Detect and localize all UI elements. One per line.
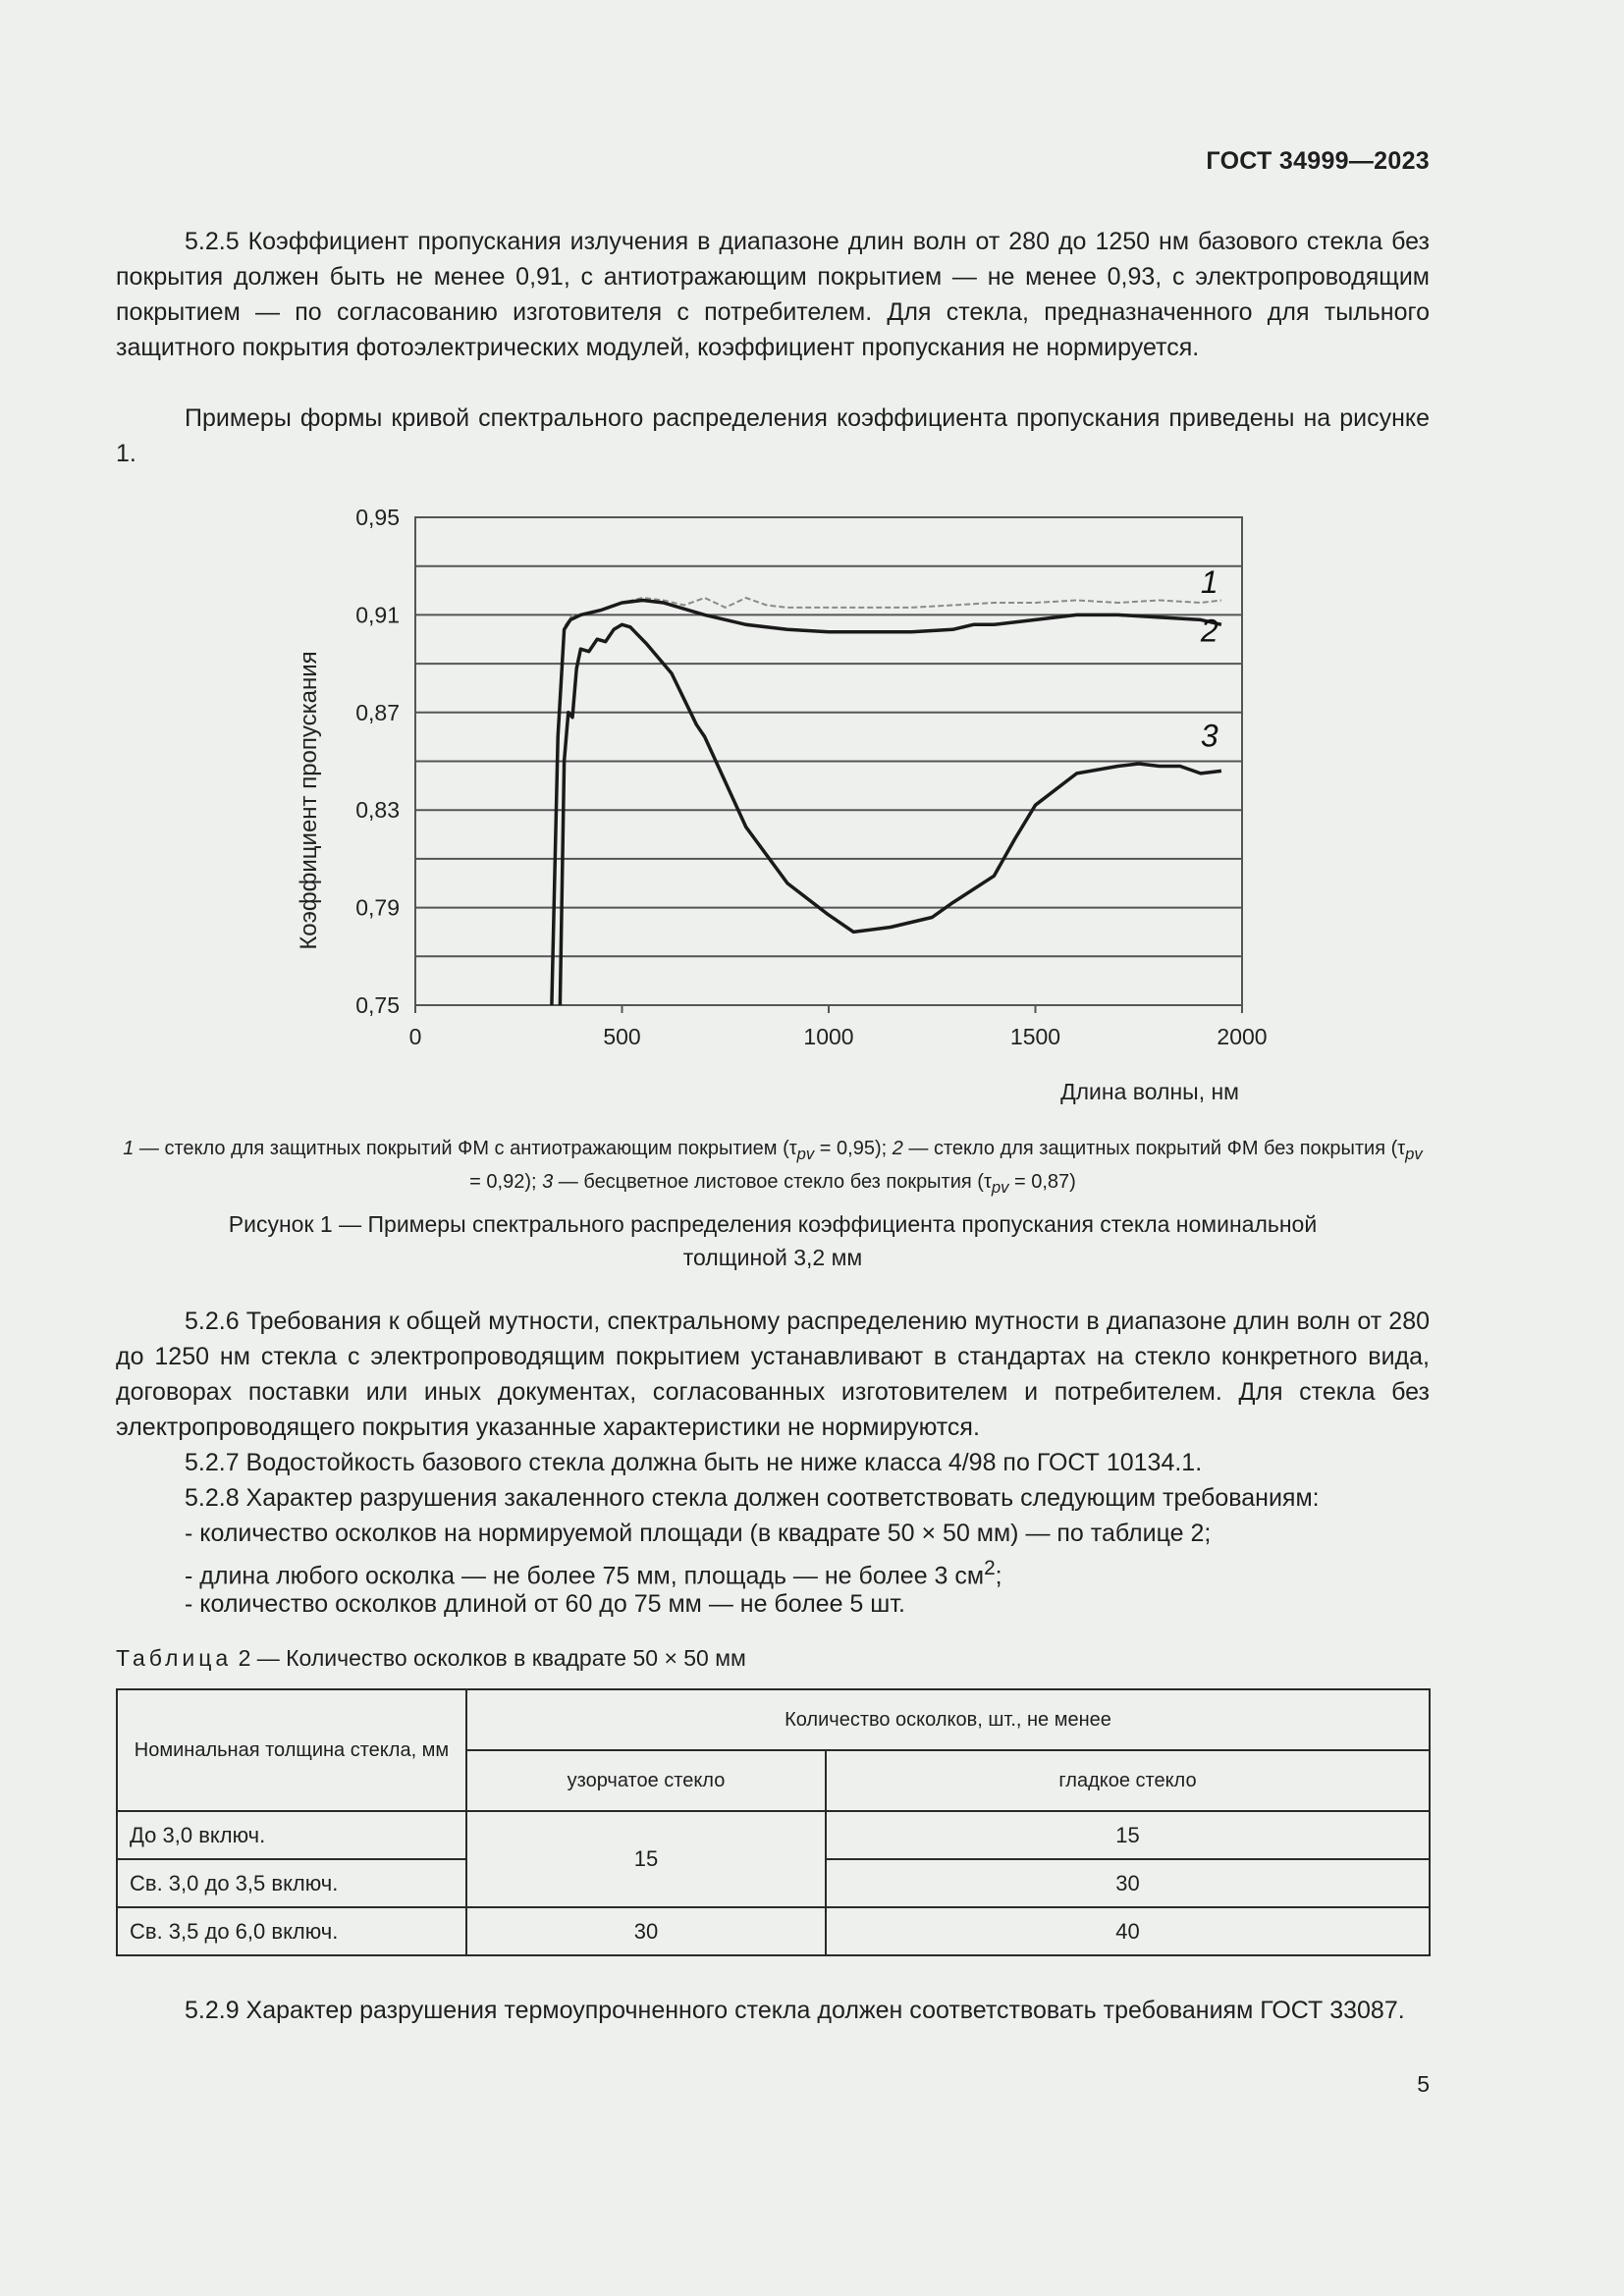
x-tick-label: 0 [408, 1024, 422, 1049]
cell-thickness: До 3,0 включ. [117, 1811, 466, 1859]
page-number: 5 [1417, 2071, 1430, 2097]
header-smooth-glass: гладкое стекло [826, 1750, 1430, 1811]
legend-number-3: 3 [542, 1171, 554, 1193]
x-tick-label: 1500 [1009, 1024, 1061, 1049]
y-tick-label: 0,87 [355, 699, 400, 725]
list-item-end: ; [995, 1562, 1002, 1590]
series-label-3: 3 [1200, 718, 1218, 754]
paragraph-5-2-7: 5.2.7 Водостойкость базового стекла должна быть не ниже класса 4/98 по ГОСТ 10134.1. [185, 1449, 1203, 1476]
legend-text-3: — бесцветное листовое стекло без покрытия (τ [553, 1171, 992, 1193]
legend-sub-2: pv [1405, 1145, 1423, 1163]
list-item: - количество осколков длиной от 60 до 75 мм — не более 5 шт. [185, 1590, 905, 1618]
fragments-table [116, 1688, 1431, 1956]
y-tick-label: 0,95 [355, 505, 400, 530]
legend-value-1: = 0,95); [814, 1138, 893, 1159]
y-tick-label: 0,75 [355, 992, 400, 1018]
cell-thickness: Св. 3,0 до 3,5 включ. [117, 1859, 466, 1907]
legend-text-1: — стекло для защитных покрытий ФМ с антиотражающим покрытием (τ [134, 1138, 797, 1159]
paragraph-5-2-9: 5.2.9 Характер разрушения термоупрочненного стекла должен соответствовать требованиям ГОСТ 33087. [185, 1997, 1405, 2024]
series-line-3 [560, 624, 1221, 1005]
y-tick-label: 0,83 [355, 797, 400, 824]
series-label-1: 1 [1200, 564, 1218, 601]
table-title [116, 1645, 746, 1672]
list-item-text: - длина любого осколка — не более 75 мм, площадь — не более 3 см [185, 1562, 985, 1590]
x-tick-label: 2000 [1217, 1024, 1268, 1049]
table-row [117, 1811, 1430, 1859]
legend-sub-1: pv [796, 1145, 815, 1163]
cell-patterned: 15 [466, 1811, 826, 1907]
cell-smooth: 15 [826, 1811, 1430, 1859]
transmission-chart [275, 501, 1276, 1109]
series-line-1 [552, 598, 1221, 1005]
standard-code: ГОСТ 34999—2023 [1206, 147, 1430, 175]
cell-smooth: 40 [826, 1907, 1430, 1955]
series-line-2 [552, 601, 1221, 1006]
y-axis-label: Коэффициент пропускания [296, 651, 322, 950]
header-patterned-glass: узорчатое стекло [466, 1750, 826, 1811]
legend-text-2: — стекло для защитных покрытий ФМ без покрытия (τ [902, 1138, 1406, 1159]
x-tick-label: 1000 [803, 1024, 854, 1049]
figure-caption-line-1: Рисунок 1 — Примеры спектрального распределения коэффициента пропускания стекла номинальной [228, 1211, 1318, 1237]
superscript-2: 2 [984, 1557, 996, 1579]
x-axis-label: Длина волны, нм [1060, 1079, 1239, 1104]
table-row [117, 1907, 1430, 1955]
header-fragments-count: Количество осколков, шт., не менее [466, 1689, 1430, 1750]
legend-value-3: = 0,87) [1008, 1171, 1076, 1193]
cell-smooth: 30 [826, 1859, 1430, 1907]
figure-legend [116, 1135, 1430, 1201]
y-tick-label: 0,91 [355, 602, 400, 628]
legend-value-2: = 0,92); [469, 1171, 543, 1193]
figure-caption-line-2: толщиной 3,2 мм [682, 1245, 863, 1270]
cell-patterned: 30 [466, 1907, 826, 1955]
header-thickness: Номинальная толщина стекла, мм [117, 1689, 466, 1811]
y-tick-label: 0,79 [355, 894, 400, 921]
list-item: - количество осколков на нормируемой площади (в квадрате 50 × 50 мм) — по таблице 2; [185, 1520, 1212, 1547]
figure-1-chart [275, 501, 1276, 1109]
legend-number-2: 2 [892, 1138, 903, 1159]
table-word: Таблица [116, 1645, 233, 1671]
cell-thickness: Св. 3,5 до 6,0 включ. [117, 1907, 466, 1955]
legend-number-1: 1 [123, 1138, 135, 1159]
series-label-2: 2 [1200, 613, 1218, 649]
table-title-text: 2 — Количество осколков в квадрате 50 × 50 мм [232, 1645, 746, 1671]
paragraph-figure-reference: Примеры формы кривой спектрального распределения коэффициента пропускания приведены на рисунке 1. [116, 404, 1430, 467]
x-tick-label: 500 [603, 1024, 641, 1049]
legend-sub-3: pv [991, 1178, 1009, 1197]
figure-caption [116, 1207, 1430, 1274]
paragraph-5-2-6: 5.2.6 Требования к общей мутности, спектральному распределению мутности в диапазоне длин волн от 280 до 1250 нм стекла с электропроводящим покрытием устанавливают в стандартах на стекло конкретного вида, договорах поставки или иных документах, согласованных изготовителем и потребителем. Для стекла без электропроводящего покрытия указанные характеристики не нормируются. [116, 1308, 1430, 1441]
paragraph-5-2-5: 5.2.5 Коэффициент пропускания излучения в диапазоне длин волн от 280 до 1250 нм базового стекла без покрытия должен быть не менее 0,91, с антиотражающим покрытием — не менее 0,93, с электропроводящим покрытием — по согласованию изготовителя с потребителем. Для стекла, предназначенного для тыльного защитного покрытия фотоэлектрических модулей, коэффициент пропускания не нормируется. [116, 228, 1430, 361]
paragraph-5-2-8: 5.2.8 Характер разрушения закаленного стекла должен соответствовать следующим требованиям: [185, 1484, 1320, 1512]
